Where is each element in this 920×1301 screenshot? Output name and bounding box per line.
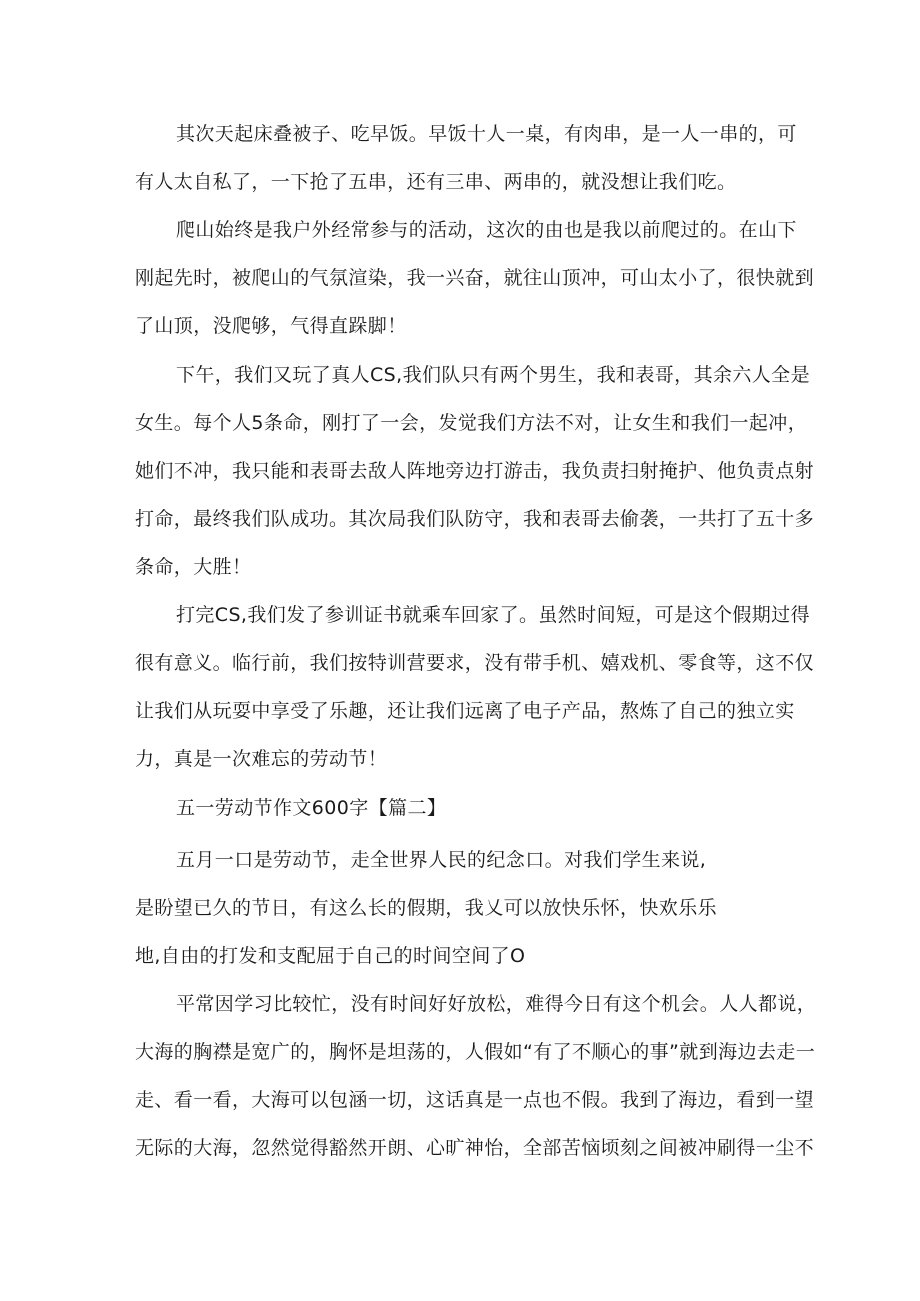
paragraph-line: 力，真是一次难忘的劳动节！ — [135, 748, 388, 770]
paragraph-line: 爬山始终是我户外经常参与的活动，这次的由也是我以前爬过的。在山下 — [176, 219, 797, 241]
paragraph-line: 无际的大海，忽然觉得豁然开朗、心旷神怡，全部苦恼顷刻之间被冲刷得一尘不 — [135, 1137, 815, 1159]
paragraph-line: 地,自由的打发和支配屈于自己的时间空间了O — [135, 945, 526, 967]
paragraph-line: 她们不冲，我只能和表哥去敌人阵地旁边打游击，我负责扫射掩护、他负责点射 — [135, 460, 815, 482]
paragraph-line: 打命，最终我们队成功。其次局我们队防守，我和表哥去偷袭，一共打了五十多 — [135, 508, 815, 530]
paragraph-line: 走、看一看，大海可以包涵一切，这话真是一点也不假。我到了海边，看到一望 — [135, 1089, 815, 1111]
paragraph-line: 其次天起床叠被子、吃早饭。早饭十人一桌，有肉串，是一人一串的，可 — [176, 123, 797, 145]
section-heading: 五一劳动节作文600字【篇二】 — [176, 797, 447, 819]
paragraph-line: 打完CS,我们发了参训证书就乘车回家了。虽然时间短，可是这个假期过得 — [176, 604, 810, 626]
paragraph-line: 平常因学习比较忙，没有时间好好放松，难得今日有这个机会。人人都说， — [176, 993, 817, 1015]
paragraph-line: 大海的胸襟是宽广的，胸怀是坦荡的，人假如“有了不顺心的事”就到海边去走一 — [135, 1041, 816, 1063]
paragraph-line: 让我们从玩耍中享受了乐趣，还让我们远离了电子产品，熬炼了自己的独立实 — [135, 700, 795, 722]
paragraph-line: 了山顶，没爬够，气得直跺脚！ — [135, 315, 407, 337]
paragraph-line: 有人太自私了，一下抢了五串，还有三串、两串的，就没想让我们吃。 — [135, 171, 737, 193]
paragraph-line: 下午，我们又玩了真人CS,我们队只有两个男生，我和表哥，其余六人全是 — [176, 364, 810, 386]
paragraph-line: 女生。每个人5条命，刚打了一会，发觉我们方法不对，让女生和我们一起冲， — [135, 412, 808, 434]
paragraph-line: 很有意义。临行前，我们按特训营要求，没有带手机、嬉戏机、零食等，这不仅 — [135, 652, 815, 674]
paragraph-line: 五月一口是劳动节，走全世界人民的纪念口。对我们学生来说, — [176, 849, 707, 871]
paragraph-line: 刚起先时，被爬山的气氛渲染，我一兴奋，就往山顶冲，可山太小了，很快就到 — [135, 267, 815, 289]
paragraph-line: 是盼望已久的节日，有这么长的假期，我乂可以放快乐怀，快欢乐乐 — [135, 897, 718, 919]
paragraph-line: 条命，大胜！ — [135, 556, 252, 578]
